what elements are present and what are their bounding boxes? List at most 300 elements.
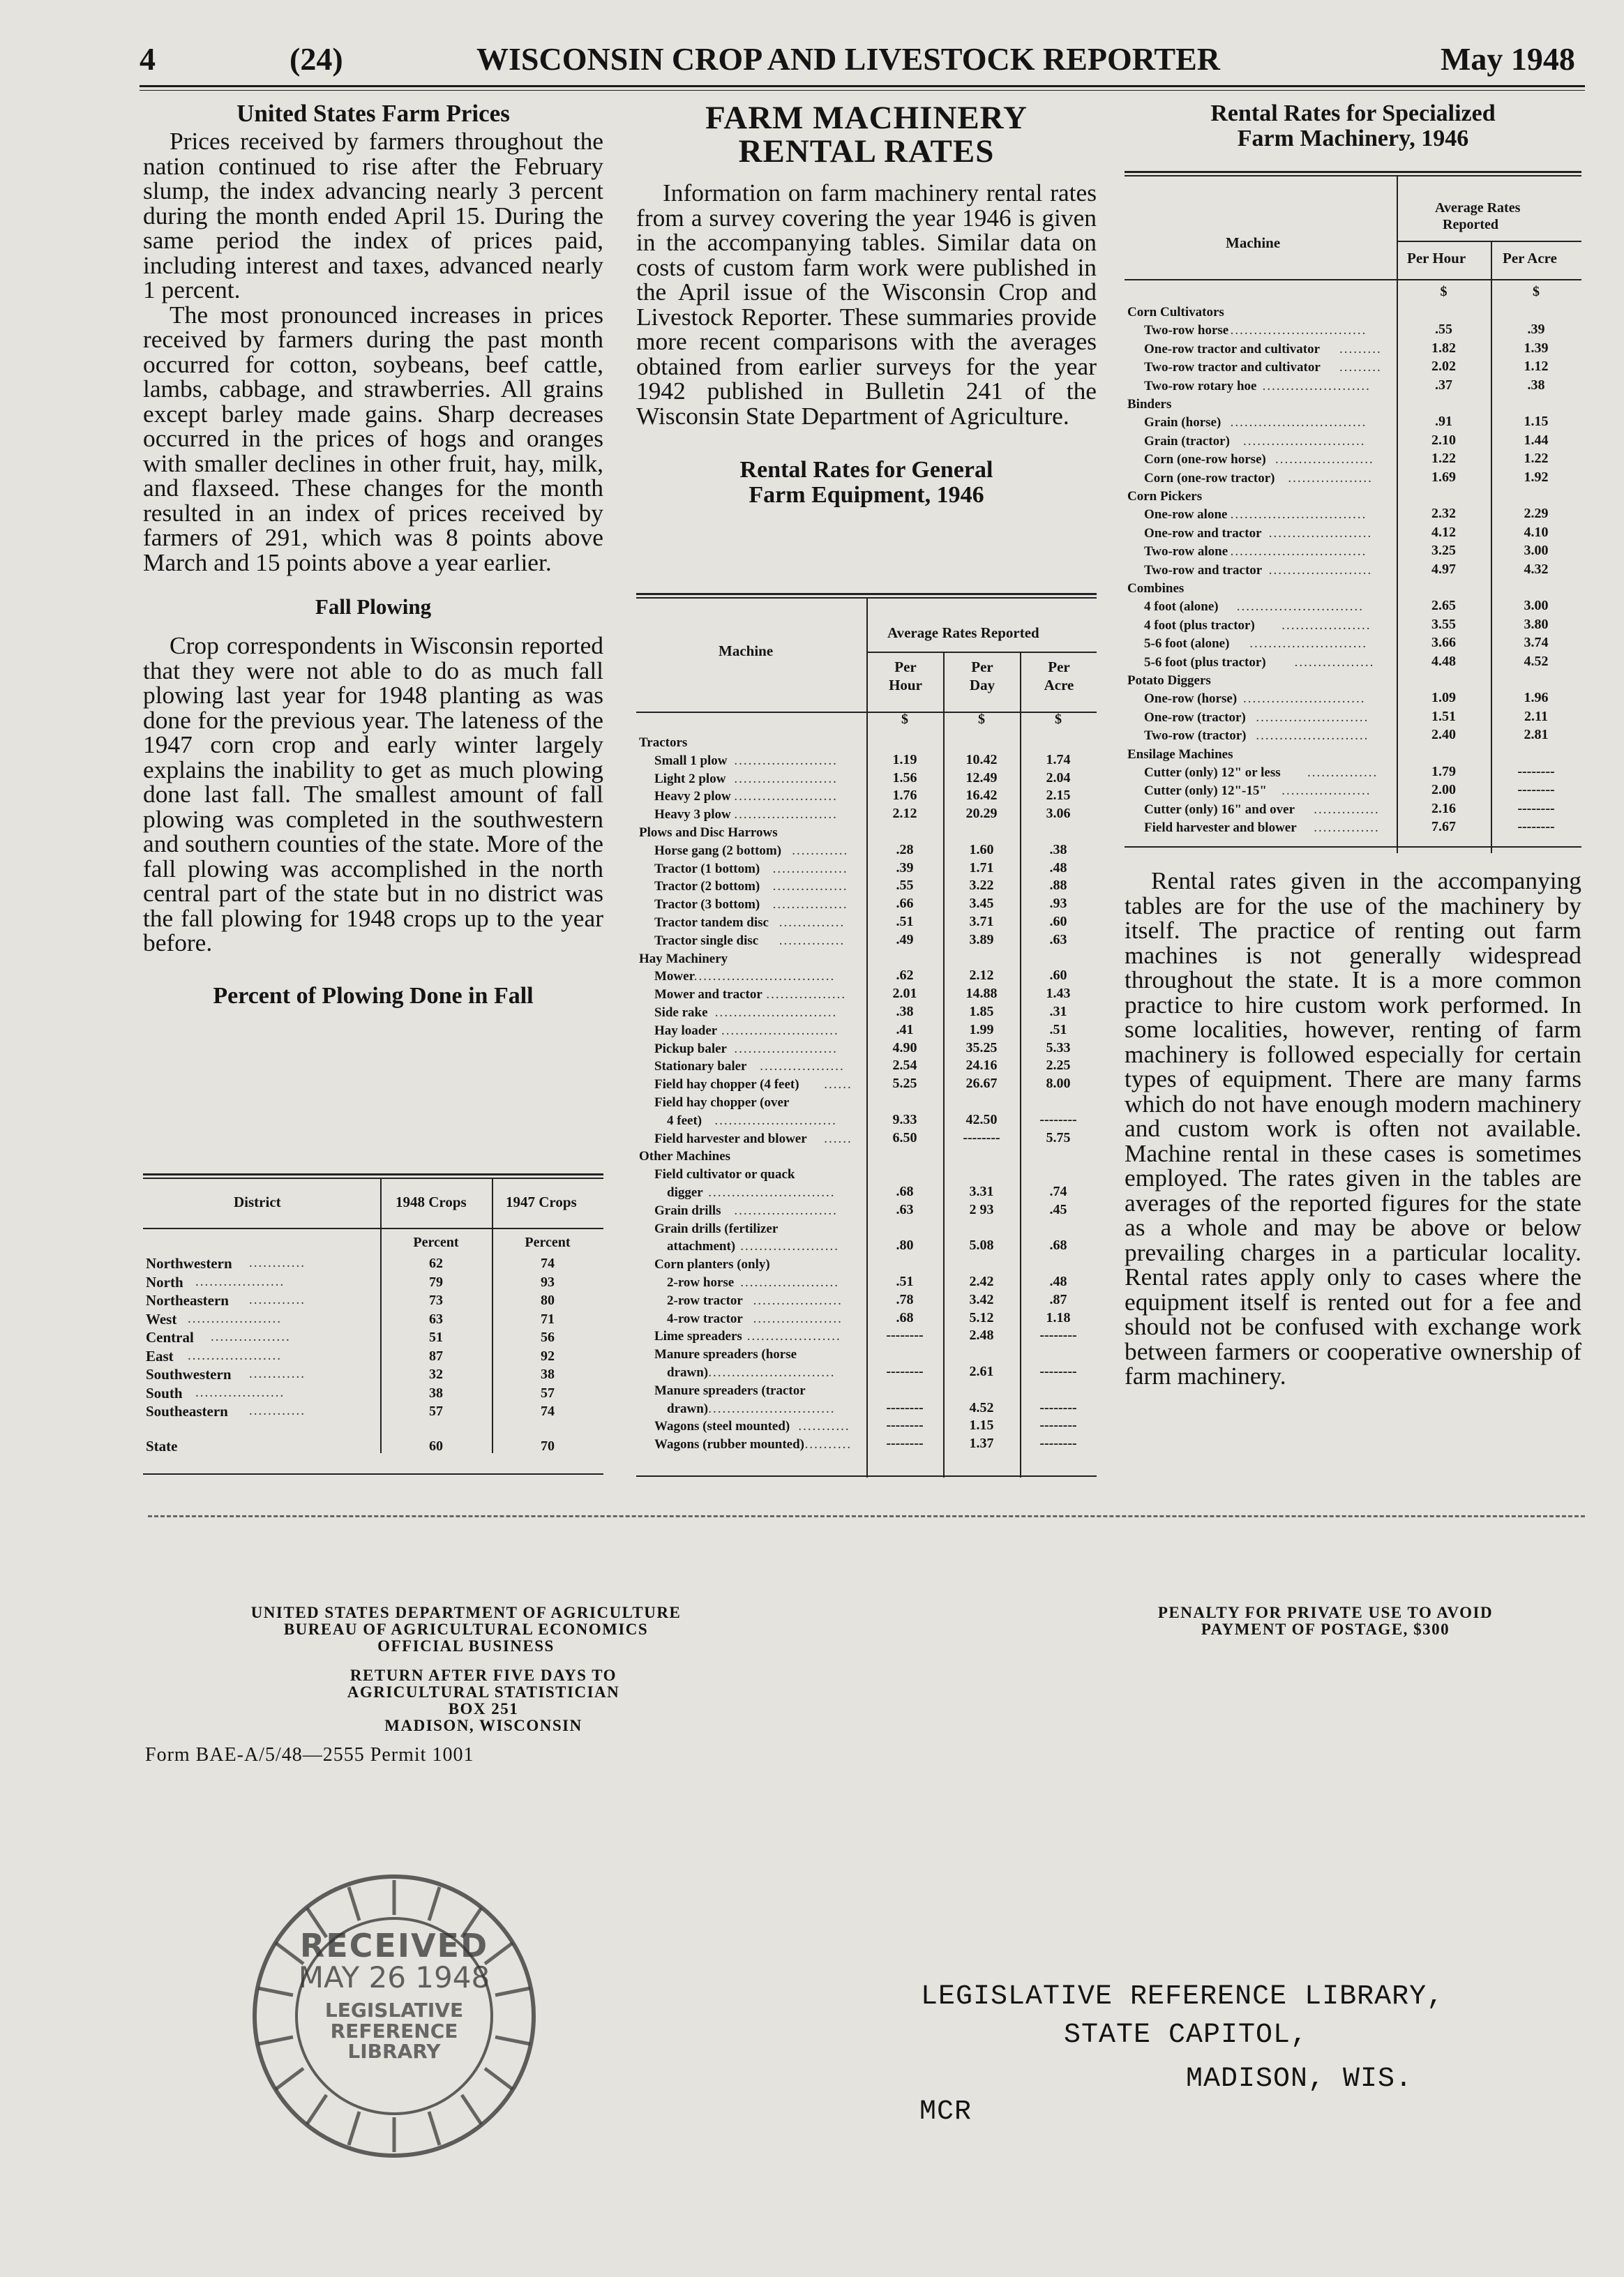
table-cell-1948: 62 bbox=[429, 1256, 443, 1271]
leader-dots: ................... bbox=[753, 1311, 843, 1326]
table-cell: 2.48 bbox=[969, 1328, 994, 1344]
footer-rule bbox=[148, 1515, 1585, 1517]
col-avg-rates-2: Reported bbox=[1443, 217, 1498, 232]
leader-dots: ............ bbox=[249, 1404, 306, 1418]
table-row-label: Grain drills bbox=[654, 1203, 721, 1218]
table-row-label: Grain (horse) bbox=[1144, 415, 1221, 430]
leader-dots: ................... bbox=[753, 1293, 843, 1308]
table-row-label: Central bbox=[146, 1329, 194, 1346]
table-cell: 1.18 bbox=[1046, 1309, 1071, 1325]
table-cell: 3.22 bbox=[969, 878, 994, 894]
leader-dots: ............................. bbox=[1230, 323, 1367, 338]
table-row-label: One-row (tractor) bbox=[1144, 709, 1246, 725]
stamp-library: LIBRARY bbox=[347, 2040, 441, 2064]
table-cell: .88 bbox=[1049, 878, 1067, 894]
table-cell-1948: 63 bbox=[429, 1311, 443, 1327]
leader-dots: ...................... bbox=[1268, 525, 1373, 541]
publication-title: WISCONSIN CROP AND LIVESTOCK REPORTER bbox=[476, 41, 1220, 77]
leader-dots: ................. bbox=[1294, 654, 1375, 670]
category-label: Combines bbox=[1127, 581, 1185, 596]
leader-dots: ............ bbox=[792, 843, 849, 858]
table-row-label: Northeastern bbox=[146, 1292, 229, 1309]
table-cell: 2.12 bbox=[969, 968, 994, 984]
col-machine-spec: Machine bbox=[1226, 234, 1281, 251]
address-initials: MCR bbox=[919, 2096, 972, 2128]
table-cell: .93 bbox=[1049, 896, 1067, 912]
table-cell: 1.22 bbox=[1524, 451, 1549, 467]
table-cell: 2.65 bbox=[1431, 598, 1456, 614]
table-row-label: Two-row and tractor bbox=[1144, 562, 1263, 578]
leader-dots: ...................... bbox=[734, 753, 838, 768]
col-per-hour: Per Hour bbox=[889, 659, 922, 693]
table-cell: .45 bbox=[1049, 1201, 1067, 1217]
table-cell-1947: 38 bbox=[541, 1367, 555, 1382]
unit-1948: Percent bbox=[413, 1235, 459, 1250]
table-cell: .49 bbox=[896, 931, 914, 947]
unit-acre: $ bbox=[1055, 712, 1062, 727]
leader-dots: .............. bbox=[1314, 820, 1380, 836]
specialized-table bbox=[1125, 171, 1581, 862]
table-cell: .28 bbox=[896, 841, 914, 857]
table-cell: 1.92 bbox=[1524, 469, 1549, 485]
stamp-received: RECEIVED bbox=[299, 1927, 489, 1964]
return-address bbox=[145, 1605, 787, 1734]
table-cell-1948: 87 bbox=[429, 1348, 443, 1364]
table-cell: 1.69 bbox=[1431, 469, 1456, 485]
table-row-label: digger bbox=[667, 1185, 703, 1200]
table-cell: -------- bbox=[886, 1436, 924, 1452]
table-row-label: 2-row horse bbox=[667, 1275, 735, 1290]
stamp-date: MAY 26 1948 bbox=[298, 1960, 490, 1995]
leader-dots: ...... bbox=[824, 1131, 852, 1146]
table-cell: 1.19 bbox=[892, 751, 917, 767]
table-cell: 2.11 bbox=[1524, 708, 1548, 724]
category-label: Plows and Disc Harrows bbox=[639, 825, 778, 840]
table-row-label: Field cultivator or quack bbox=[654, 1167, 795, 1182]
table-cell: 4.52 bbox=[1524, 653, 1549, 669]
category-label: Tractors bbox=[639, 735, 688, 750]
table-cell: 12.49 bbox=[965, 769, 998, 786]
page-number: 4 bbox=[140, 41, 156, 77]
table-cell: .31 bbox=[1049, 1004, 1067, 1019]
table-cell: 3.71 bbox=[969, 914, 994, 929]
table-row-label: One-row and tractor bbox=[1144, 525, 1262, 541]
general-table-title-2: Farm Equipment, 1946 bbox=[749, 482, 984, 508]
table-cell: 20.29 bbox=[965, 806, 998, 822]
table-cell: .63 bbox=[896, 1201, 914, 1217]
table-cell: 1.12 bbox=[1524, 359, 1549, 375]
table-row-label: Two-row (tractor) bbox=[1144, 728, 1247, 744]
table-cell: 1.71 bbox=[969, 859, 994, 876]
table-cell: 2.25 bbox=[1046, 1058, 1071, 1074]
table-cell-1947: 71 bbox=[541, 1311, 555, 1327]
table-row-label: Field harvester and blower bbox=[1144, 820, 1297, 836]
table-row-label: Manure spreaders (horse bbox=[654, 1347, 797, 1362]
general-equipment-table bbox=[636, 593, 1097, 1486]
table-cell: 10.42 bbox=[965, 751, 998, 767]
table-cell-1947: 74 bbox=[541, 1256, 555, 1271]
table-cell: 2.00 bbox=[1431, 782, 1456, 798]
leader-dots: .................. bbox=[1288, 470, 1373, 486]
table-cell: -------- bbox=[1039, 1328, 1077, 1344]
table-cell: .55 bbox=[896, 878, 914, 894]
table-row-label: Tractor (1 bottom) bbox=[654, 861, 760, 876]
table-cell: 4.10 bbox=[1524, 524, 1549, 540]
table-row-label: 5-6 foot (plus tractor) bbox=[1144, 654, 1266, 670]
leader-dots: .......... bbox=[804, 1437, 852, 1452]
table-cell: 4.97 bbox=[1431, 561, 1456, 577]
leader-dots: .......................... bbox=[1243, 691, 1366, 707]
table-row-label: Field hay chopper (4 feet) bbox=[654, 1077, 799, 1092]
table-row-label: One-row alone bbox=[1144, 507, 1228, 523]
table-cell: .38 bbox=[1527, 377, 1545, 393]
table-cell: 1.15 bbox=[969, 1418, 994, 1434]
table-cell: -------- bbox=[1517, 764, 1555, 779]
table-cell: 1.37 bbox=[969, 1436, 994, 1452]
table-row-label: Two-row tractor and cultivator bbox=[1144, 360, 1321, 375]
table-cell: 4.12 bbox=[1431, 524, 1456, 540]
leader-dots: ...................... bbox=[734, 1203, 838, 1218]
unit-1947: Percent bbox=[525, 1235, 571, 1250]
plowing-table-title: Percent of Plowing Done in Fall bbox=[213, 982, 534, 1009]
table-row-label: Northwestern bbox=[146, 1255, 232, 1272]
table-cell-1948: 38 bbox=[429, 1385, 443, 1401]
return-line-1: UNITED STATES DEPARTMENT OF AGRICULTURE bbox=[250, 1604, 682, 1621]
table-row-label: 4-row tractor bbox=[667, 1311, 743, 1326]
table-row-label: Heavy 3 plow bbox=[654, 807, 731, 822]
leader-dots: ................. bbox=[766, 987, 847, 1002]
leader-dots: ................... bbox=[195, 1385, 285, 1400]
table-cell: -------- bbox=[1039, 1436, 1077, 1452]
table-cell: 5.08 bbox=[969, 1238, 994, 1254]
table-cell: 6.50 bbox=[892, 1129, 917, 1145]
table-total-1948: 60 bbox=[429, 1438, 443, 1454]
table-row-label: Field hay chopper (over bbox=[654, 1095, 790, 1110]
table-cell: 1.22 bbox=[1431, 451, 1456, 467]
issue-number: (24) bbox=[290, 41, 343, 77]
table-cell-1948: 51 bbox=[429, 1330, 443, 1345]
leader-dots: ......................... bbox=[721, 1023, 839, 1038]
fall-plowing-paragraph: Crop correspondents in Wisconsin reported that they were not able to do as much fall plowing last year for 1948 planting as was done for the previous year. The lateness of the 1947 corn crop and early winter largely explains the inability to get as much plowing done last fall. The smallest amount of fall plowing was completed in the southwestern and southern counties of the state. More of the fall plowing was accomplished in the north central part of the state but in no district was the fall plowing for 1948 crops up to the year before. bbox=[143, 631, 603, 956]
unit-spec-hour: $ bbox=[1440, 284, 1448, 299]
address-line-1: LEGISLATIVE REFERENCE LIBRARY, bbox=[921, 1981, 1445, 2013]
table-cell: .38 bbox=[1049, 841, 1067, 857]
table-row-label: South bbox=[146, 1384, 183, 1401]
received-stamp bbox=[244, 1866, 544, 2166]
table-row-label: Heavy 2 plow bbox=[654, 789, 731, 804]
table-row-label: Southeastern bbox=[146, 1403, 228, 1420]
table-row-label: East bbox=[146, 1347, 174, 1365]
unit-hour: $ bbox=[901, 712, 908, 727]
penalty-line-2: PAYMENT OF POSTAGE, $300 bbox=[1201, 1621, 1450, 1638]
col-spec-per-acre: Per Acre bbox=[1503, 250, 1557, 266]
col-district: District bbox=[234, 1194, 281, 1210]
leader-dots: ........... bbox=[798, 1419, 850, 1434]
table-cell: .60 bbox=[1049, 968, 1067, 984]
table-row-label: Small 1 plow bbox=[654, 753, 728, 768]
table-row-label: Cutter (only) 12" or less bbox=[1144, 765, 1281, 780]
table-cell: 5.12 bbox=[969, 1309, 994, 1325]
table-cell: 3.06 bbox=[1046, 806, 1071, 822]
table-cell: 14.88 bbox=[965, 986, 998, 1002]
form-permit: Form BAE-A/5/48—2555 Permit 1001 bbox=[145, 1744, 474, 1766]
table-row-label: 4 feet) bbox=[667, 1113, 702, 1128]
table-cell: 2.12 bbox=[892, 806, 917, 822]
table-cell-1948: 79 bbox=[429, 1274, 443, 1290]
table-cell: .91 bbox=[1435, 414, 1452, 430]
table-cell: 1.96 bbox=[1524, 690, 1549, 706]
table-row-label: Horse gang (2 bottom) bbox=[654, 843, 782, 858]
return-line-2: BUREAU OF AGRICULTURAL ECONOMICS bbox=[283, 1621, 649, 1638]
column-rental-rates bbox=[636, 101, 1097, 508]
table-cell: 1.79 bbox=[1431, 764, 1456, 779]
table-cell: .63 bbox=[1049, 931, 1067, 947]
leader-dots: ...................... bbox=[734, 807, 838, 822]
penalty-notice bbox=[1060, 1605, 1591, 1638]
table-cell: 1.44 bbox=[1524, 432, 1549, 448]
table-cell: 2.15 bbox=[1046, 788, 1071, 804]
table-cell: 2.10 bbox=[1431, 432, 1456, 448]
table-row-label: Southwestern bbox=[146, 1366, 232, 1383]
stamp-legislative: LEGISLATIVE bbox=[324, 1999, 464, 2022]
main-heading-line1: FARM MACHINERY bbox=[705, 100, 1028, 136]
table-cell: -------- bbox=[1039, 1364, 1077, 1379]
rental-intro-paragraph: Information on farm machinery rental rates from a survey covering the year 1946 is given in the accompanying tables. Similar data on costs of custom farm work were published in the April issue of the Wisconsin Crop and Livestock Reporter. These summaries provide more recent comparisons with the averages obtained from earlier surveys for the year 1942 published in Bulletin 241 of the Wisconsin State Department of Agriculture. bbox=[636, 179, 1097, 430]
table-cell: 9.33 bbox=[892, 1111, 917, 1127]
table-cell: 2.54 bbox=[892, 1058, 917, 1074]
leader-dots: ........................... bbox=[708, 1365, 836, 1380]
stamp-reference: REFERENCE bbox=[330, 2019, 458, 2043]
issue-date: May 1948 bbox=[1441, 41, 1575, 77]
table-row-label: 4 foot (plus tractor) bbox=[1144, 617, 1255, 633]
category-label: Binders bbox=[1127, 397, 1172, 412]
table-cell: 26.67 bbox=[965, 1076, 998, 1092]
general-table-title-1: Rental Rates for General bbox=[739, 457, 993, 483]
table-cell-1948: 57 bbox=[429, 1404, 443, 1419]
table-cell: 7.67 bbox=[1431, 819, 1456, 835]
table-cell: 2.81 bbox=[1524, 727, 1549, 743]
table-cell-1947: 92 bbox=[541, 1348, 555, 1364]
table-cell: 2.02 bbox=[1431, 359, 1456, 375]
category-label: Ensilage Machines bbox=[1127, 746, 1233, 762]
table-cell: .68 bbox=[896, 1309, 914, 1325]
table-cell: 3.45 bbox=[969, 896, 994, 912]
column-specialized bbox=[1125, 101, 1581, 151]
penalty-line-1: PENALTY FOR PRIVATE USE TO AVOID bbox=[1157, 1604, 1494, 1621]
unit-spec-acre: $ bbox=[1533, 284, 1540, 299]
col-spec-per-hour: Per Hour bbox=[1407, 250, 1466, 266]
table-cell-1947: 74 bbox=[541, 1404, 555, 1419]
leader-dots: ........................... bbox=[1236, 599, 1364, 615]
main-heading-line2: RENTAL RATES bbox=[738, 133, 995, 170]
table-cell-1947: 80 bbox=[541, 1293, 555, 1308]
table-cell: .37 bbox=[1435, 377, 1452, 393]
table-cell: 1.74 bbox=[1046, 751, 1071, 767]
category-label: Corn Cultivators bbox=[1127, 305, 1224, 320]
farm-prices-paragraph-1: Prices received by farmers throughout the nation continued to rise after the February slump, the index advancing nearly 3 percent during the month ended April 15. During the same period the index of prices paid, including interest and taxes, advanced nearly 1 percent. bbox=[143, 127, 603, 303]
table-cell: 2.40 bbox=[1431, 727, 1456, 743]
table-row-label: Hay loader bbox=[654, 1023, 718, 1038]
table-row-label: North bbox=[146, 1273, 183, 1291]
leader-dots: ............................. bbox=[1230, 415, 1367, 430]
table-cell: 1.76 bbox=[892, 788, 917, 804]
col-avg-rates-1: Average Rates bbox=[1435, 200, 1521, 216]
table-cell: 3.31 bbox=[969, 1184, 994, 1199]
table-cell: 4.32 bbox=[1524, 561, 1549, 577]
table-cell: 16.42 bbox=[965, 788, 998, 804]
table-row-label: Pickup baler bbox=[654, 1041, 727, 1056]
leader-dots: .......................... bbox=[1243, 433, 1366, 449]
table-cell: 1.85 bbox=[969, 1004, 994, 1019]
table-cell: .87 bbox=[1049, 1291, 1067, 1307]
table-cell: 4.48 bbox=[1431, 653, 1456, 669]
table-cell: .55 bbox=[1435, 322, 1452, 338]
table-cell: 1.43 bbox=[1046, 986, 1071, 1002]
table-cell: .51 bbox=[896, 914, 914, 929]
table-cell: .62 bbox=[896, 968, 914, 984]
table-row-label: Cutter (only) 16" and over bbox=[1144, 802, 1295, 817]
specialized-title-1: Rental Rates for Specialized bbox=[1210, 100, 1496, 126]
leader-dots: ........................... bbox=[708, 1401, 836, 1416]
table-cell: .66 bbox=[896, 896, 914, 912]
table-cell: -------- bbox=[1517, 819, 1555, 835]
specialized-text bbox=[1125, 866, 1581, 1390]
table-cell: 1.82 bbox=[1431, 340, 1456, 356]
category-label: Potato Diggers bbox=[1127, 673, 1211, 688]
leader-dots: .............. bbox=[779, 933, 845, 948]
table-row-label: Cutter (only) 12"-15" bbox=[1144, 783, 1267, 799]
leader-dots: .................... bbox=[188, 1311, 282, 1326]
leader-dots: ............ bbox=[249, 1293, 306, 1307]
table-cell: 5.25 bbox=[892, 1076, 917, 1092]
table-row-label: Field harvester and blower bbox=[654, 1131, 807, 1146]
table-cell: -------- bbox=[1517, 800, 1555, 816]
table-row-label: One-row (horse) bbox=[1144, 691, 1238, 707]
table-cell: -------- bbox=[1039, 1418, 1077, 1434]
unit-day: $ bbox=[978, 712, 985, 727]
leader-dots: ....................... bbox=[1262, 378, 1371, 393]
table-row-label: attachment) bbox=[667, 1239, 736, 1254]
table-cell: -------- bbox=[1039, 1111, 1077, 1127]
return-line-6: BOX 251 bbox=[448, 1700, 519, 1718]
table-cell: 4.52 bbox=[969, 1399, 994, 1415]
rental-explanation-paragraph: Rental rates given in the accompanying tables are for the use of the machinery by itself. The practice of renting out farm machines is not generally widespread throughout the state. It is a more common practice to hire custom work performed. In some localities, however, renting of farm machinery is followed especially for certain types of equipment. There are many farms which do not have enough modern machinery and custom work is often not available. Machine rental in these cases is sometimes employed. The rates given in the tables are averages of the reported figures for the state as a whole and may be above or below prevailing charges in a particular locality. Rental rates apply only to cases where the equipment itself is rented out for a fee and should not be confused with exchange work between farmers or cooperative ownership of farm machinery. bbox=[1125, 866, 1581, 1390]
table-cell: .48 bbox=[1049, 1274, 1067, 1289]
plowing-table bbox=[143, 1158, 603, 1479]
leader-dots: ................ bbox=[772, 879, 848, 894]
col-machine: Machine bbox=[719, 642, 774, 659]
table-cell: -------- bbox=[1517, 782, 1555, 798]
category-label: Corn Pickers bbox=[1127, 489, 1203, 504]
table-row-label: Grain drills (fertilizer bbox=[654, 1221, 779, 1236]
table-row-label: Stationary baler bbox=[654, 1059, 747, 1074]
table-cell: -------- bbox=[963, 1129, 1000, 1145]
leader-dots: ................ bbox=[772, 861, 848, 876]
table-cell: 1.39 bbox=[1524, 340, 1549, 356]
table-cell-1948: 32 bbox=[429, 1367, 443, 1382]
leader-dots: ..................... bbox=[1275, 452, 1374, 467]
return-line-3: OFFICIAL BUSINESS bbox=[377, 1637, 555, 1655]
farm-prices-heading: United States Farm Prices bbox=[236, 100, 510, 127]
table-cell: 2.32 bbox=[1431, 506, 1456, 522]
farm-prices-paragraph-2: The most pronounced increases in prices received by farmers during the past month occurred for cotton, soybeans, beef cattle, lambs, cabbage, and strawberries. All grains except barley made gains. Sharp decreases occurred in the prices of hogs and oranges with smaller declines in other fruit, hay, milk, and flaxseed. These changes for the month resulted in an index of prices received by farmers of 291, which was 8 points above March and 15 points above a year earlier. bbox=[143, 300, 603, 576]
table-row-label: Mower and tractor bbox=[654, 987, 762, 1002]
table-cell: 3.80 bbox=[1524, 616, 1549, 632]
leader-dots: ........................ bbox=[1256, 709, 1369, 725]
table-cell: .39 bbox=[896, 859, 914, 876]
table-cell: -------- bbox=[886, 1399, 924, 1415]
leader-dots: ............................. bbox=[1230, 544, 1367, 559]
leader-dots: ..................... bbox=[740, 1239, 839, 1254]
table-cell: 3.25 bbox=[1431, 543, 1456, 559]
fall-plowing-heading: Fall Plowing bbox=[315, 594, 432, 619]
table-cell: -------- bbox=[1039, 1399, 1077, 1415]
table-cell: .80 bbox=[896, 1238, 914, 1254]
table-cell: .60 bbox=[1049, 914, 1067, 929]
leader-dots: ......................... bbox=[1249, 636, 1367, 652]
table-row-label: Manure spreaders (tractor bbox=[654, 1383, 806, 1398]
leader-dots: ................... bbox=[195, 1274, 285, 1289]
table-cell: 2.01 bbox=[892, 986, 917, 1002]
table-row-label: West bbox=[146, 1310, 177, 1328]
col-per-day: Per Day bbox=[969, 659, 995, 693]
return-line-4: RETURN AFTER FIVE DAYS TO bbox=[349, 1667, 617, 1684]
table-row-label: Tractor tandem disc bbox=[654, 915, 769, 930]
table-cell: 2.04 bbox=[1046, 769, 1071, 786]
table-cell: 3.74 bbox=[1524, 635, 1549, 651]
leader-dots: .............. bbox=[779, 915, 845, 930]
table-row-label: Corn (one-row horse) bbox=[1144, 452, 1266, 467]
table-row-label: Two-row horse bbox=[1144, 323, 1229, 338]
table-row-label: drawn) bbox=[667, 1365, 709, 1380]
leader-dots: ................. bbox=[211, 1330, 291, 1344]
leader-dots: ............... bbox=[1307, 765, 1378, 780]
table-cell: 2.16 bbox=[1431, 800, 1456, 816]
table-cell: 4.90 bbox=[892, 1039, 917, 1055]
category-label: Other Machines bbox=[639, 1149, 731, 1164]
table-row-label: One-row tractor and cultivator bbox=[1144, 341, 1321, 356]
table-cell: 1.15 bbox=[1524, 414, 1549, 430]
table-cell: .78 bbox=[896, 1291, 914, 1307]
table-cell: .39 bbox=[1527, 322, 1545, 338]
col-1947: 1947 Crops bbox=[506, 1194, 577, 1210]
leader-dots: ............................... bbox=[689, 969, 836, 984]
table-row-label: Lime spreaders bbox=[654, 1329, 742, 1344]
table-cell: 35.25 bbox=[965, 1039, 998, 1055]
col-per-acre: Per Acre bbox=[1044, 659, 1074, 693]
table-cell: 3.89 bbox=[969, 931, 994, 947]
table-cell: 2.61 bbox=[969, 1364, 994, 1379]
leader-dots: ............................. bbox=[1230, 507, 1367, 523]
table-cell-1947: 57 bbox=[541, 1385, 555, 1401]
leader-dots: ................ bbox=[772, 897, 848, 912]
leader-dots: ................... bbox=[1281, 783, 1371, 799]
table-row-label: Wagons (steel mounted) bbox=[654, 1419, 790, 1434]
specialized-title-2: Farm Machinery, 1946 bbox=[1237, 126, 1469, 151]
leader-dots: ........................ bbox=[1256, 728, 1369, 744]
column-farm-prices bbox=[143, 101, 603, 1009]
table-row-label: drawn) bbox=[667, 1401, 709, 1416]
category-label: Hay Machinery bbox=[639, 951, 728, 966]
table-row-total: State bbox=[146, 1438, 178, 1455]
leader-dots: ...................... bbox=[734, 771, 838, 786]
leader-dots: ................... bbox=[1281, 617, 1371, 633]
leader-dots: .................. bbox=[760, 1059, 845, 1074]
table-row-label: Two-row alone bbox=[1144, 544, 1228, 559]
leader-dots: ...... bbox=[824, 1077, 852, 1092]
table-cell: 3.42 bbox=[969, 1291, 994, 1307]
table-row-label: Two-row rotary hoe bbox=[1144, 378, 1257, 393]
